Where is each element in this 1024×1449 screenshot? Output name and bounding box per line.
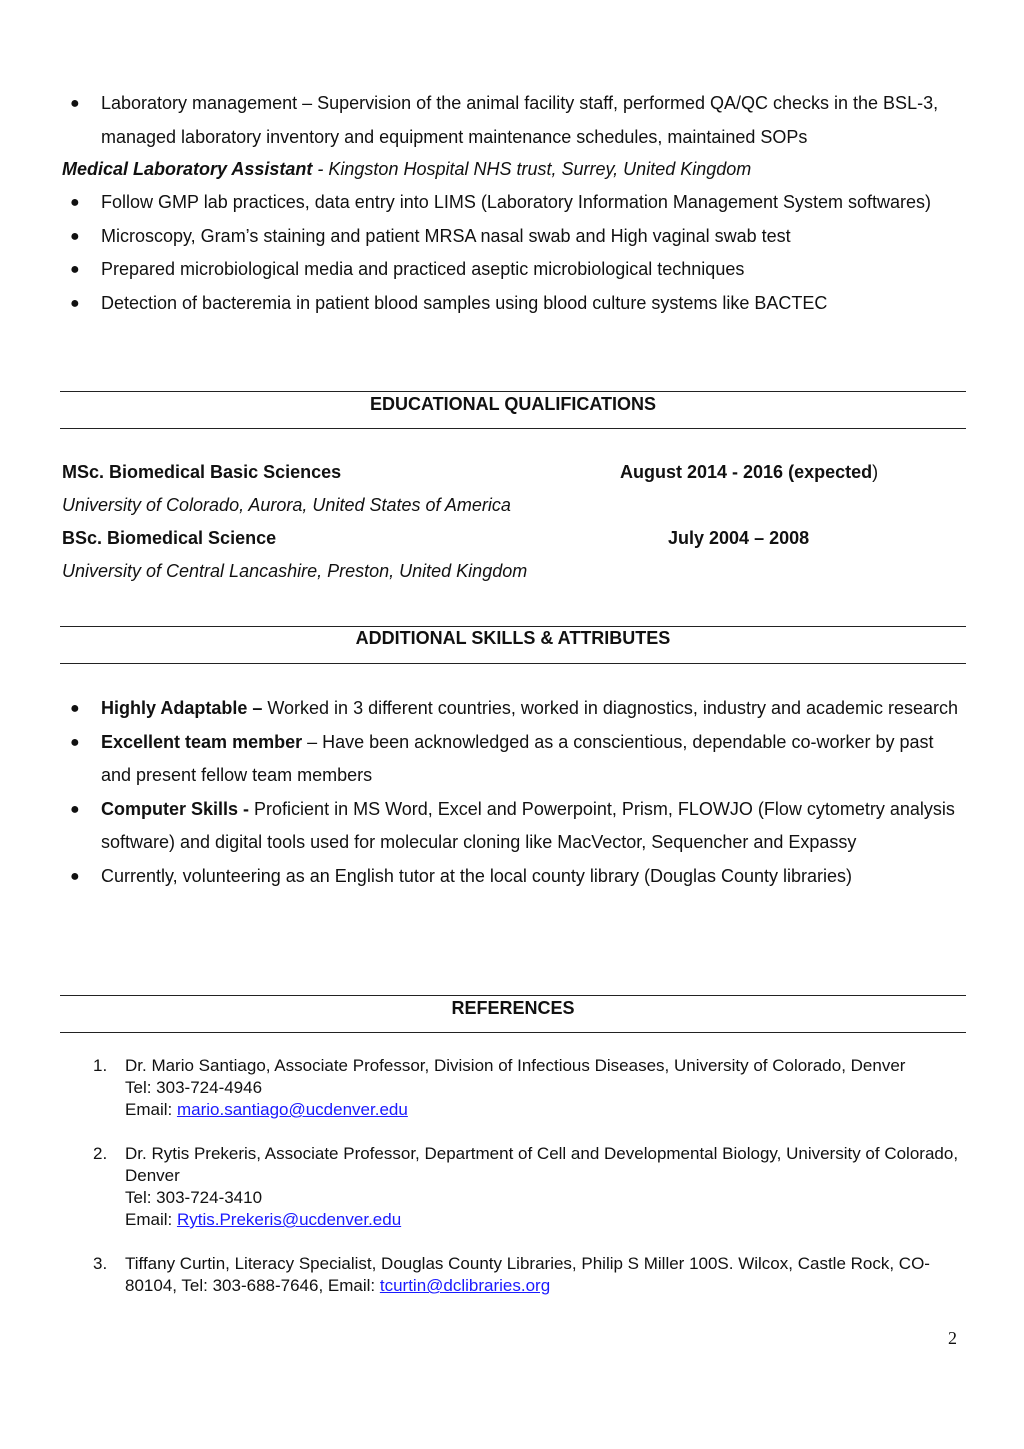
list-item: ● Prepared microbiological media and practiced aseptic microbiological techniques	[60, 253, 960, 287]
job-heading	[62, 154, 751, 184]
bullet-icon: ●	[70, 95, 80, 112]
page-number: 2	[948, 1328, 957, 1348]
section-divider	[60, 428, 966, 429]
skills-list	[60, 692, 960, 893]
education-entry-degree: MSc. Biomedical Basic Sciences	[62, 462, 342, 482]
list-item: ● Detection of bacteremia in patient blood samples using blood culture systems like BACTEC	[60, 287, 960, 321]
education-entry-degree: BSc. Biomedical Science	[62, 528, 277, 548]
reference-item: 3. Tiffany Curtin, Literacy Specialist, Douglas County Libraries, Philip S Miller 100S. Wilcox, Castle Rock, CO-80104, Tel: 303-688-7646, Email: tcurtin@dclibraries.org	[93, 1254, 930, 1295]
references-heading: REFERENCES	[451, 998, 575, 1018]
list-item: ● Microscopy, Gram’s staining and patient MRSA nasal swab and High vaginal swab test	[60, 220, 960, 254]
education-entry-date: August 2014 - 2016 (expected)	[620, 462, 879, 482]
email-link[interactable]: mario.santiago@ucdenver.edu	[176, 1100, 408, 1119]
job-bullets	[60, 186, 960, 320]
prior-job-bullets	[60, 87, 960, 154]
job-employer: - Kingston Hospital NHS trust, Surrey, United Kingdom	[312, 159, 752, 179]
education-entry-date: July 2004 – 2008	[668, 528, 810, 548]
bullet-icon: ●	[70, 227, 80, 245]
section-divider	[60, 663, 966, 664]
bullet-icon: ●	[70, 294, 80, 312]
education-entry-institution: University of Central Lancashire, Preston, United Kingdom	[62, 561, 528, 581]
email-link[interactable]: tcurtin@dclibraries.org	[379, 1276, 551, 1295]
skills-heading: ADDITIONAL SKILLS & ATTRIBUTES	[355, 628, 671, 648]
email-link[interactable]: Rytis.Prekeris@ucdenver.edu	[176, 1210, 402, 1229]
job-title: Medical Laboratory Assistant	[62, 159, 313, 179]
list-item: ● Computer Skills - Proficient in MS Word, Excel and Powerpoint, Prism, FLOWJO (Flow cytometry analysis software) and digital tools used for molecular cloning like MacVector, Sequencher and Expassy	[60, 793, 960, 860]
reference-item: 1. Dr. Mario Santiago, Associate Professor, Division of Infectious Diseases, University of Colorado, Denver Tel: 303-724-4946 Email: mario.santiago@ucdenver.edu	[93, 1056, 906, 1119]
bullet-icon: ●	[70, 733, 80, 751]
bullet-icon: ●	[70, 261, 80, 278]
list-item: ● Excellent team member – Have been acknowledged as a conscientious, dependable co-worker by past and present fellow team members	[60, 726, 960, 793]
bullet-icon: ●	[70, 194, 80, 211]
education-heading: EDUCATIONAL QUALIFICATIONS	[370, 394, 656, 414]
list-item: ● Currently, volunteering as an English tutor at the local county library (Douglas County libraries)	[60, 860, 960, 894]
bullet-icon: ●	[70, 800, 80, 818]
list-item: ● Highly Adaptable – Worked in 3 different countries, worked in diagnostics, industry and academic research	[60, 692, 960, 726]
education-entry-institution: University of Colorado, Aurora, United States of America	[62, 495, 511, 515]
list-item: ● Follow GMP lab practices, data entry into LIMS (Laboratory Information Management System softwares)	[60, 186, 960, 220]
reference-item: 2. Dr. Rytis Prekeris, Associate Professor, Department of Cell and Developmental Biology, University of Colorado, Denver Tel: 303-724-3410 Email: Rytis.Prekeris@ucdenver.edu	[93, 1144, 959, 1229]
bullet-icon: ●	[70, 700, 80, 717]
section-divider	[60, 1032, 966, 1033]
bullet-icon: ●	[70, 867, 80, 885]
list-item: ● Laboratory management – Supervision of the animal facility staff, performed QA/QC checks in the BSL-3, managed laboratory inventory and equipment maintenance schedules, maintained SOPs	[60, 87, 960, 154]
references-list	[80, 1055, 960, 1297]
